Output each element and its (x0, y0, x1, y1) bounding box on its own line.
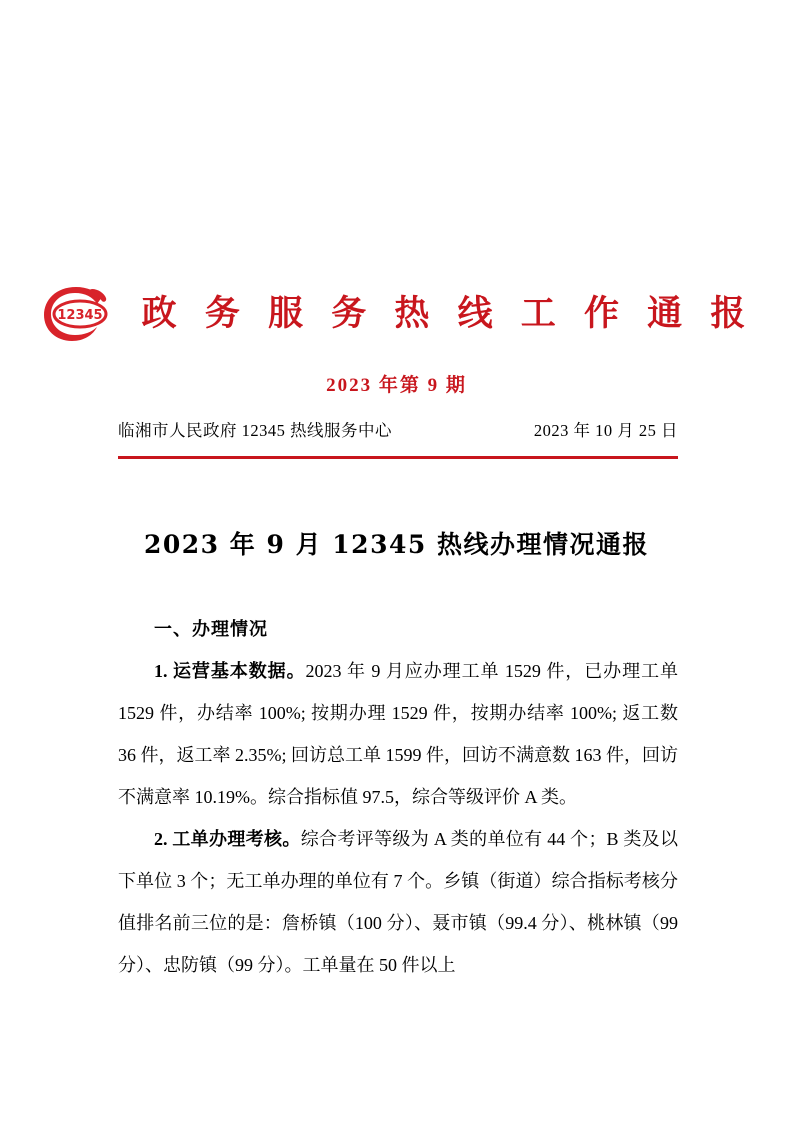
paragraph-2-text: 综合考评等级为 A 类的单位有 44 个；B 类及以下单位 3 个；无工单办理的单位有 7 个。乡镇（街道）综合指标考核分值排名前三位的是：詹桥镇（100 分）、聂市镇（99.4 分）、桃林镇（99 分）、忠防镇（99 分）。工单量在 50 件以上 (118, 829, 679, 975)
issue-date: 2023 年 10 月 25 日 (533, 421, 678, 440)
masthead-meta (118, 417, 678, 441)
hotline-12345-logo-icon (40, 283, 114, 345)
paragraph-1 (118, 650, 678, 818)
masthead-row (0, 283, 793, 345)
document-body (118, 608, 678, 986)
paragraph-1-text: 2023 年 9 月应办理工单 1529 件，已办理工单 1529 件，办结率 100%; 按期办理 1529 件，按期办结率 100%; 返工数 36 件，返工率 2.35%; 回访总工单 1599 件，回访不满意数 163 件，回访不满意率 10.19%。综合指标值 97.5，综合等级评价 A 类。 (118, 661, 679, 807)
paragraph-1-label: 1. 运营基本数据。 (154, 661, 306, 681)
paragraph-2-label: 2. 工单办理考核。 (154, 829, 301, 849)
section-heading: 一、办理情况 (154, 619, 268, 639)
svg-text:12345: 12345 (57, 308, 103, 323)
masthead-title: 政 务 服 务 热 线 工 作 通 报 (141, 292, 754, 334)
issuing-organization: 临湘市人民政府 12345 热线服务中心 (118, 421, 392, 440)
issue-number: 2023 年第 9 期 (326, 375, 467, 396)
masthead-divider (118, 456, 678, 459)
page-title: 2023 年 9 月 12345 热线办理情况通报 (144, 530, 649, 559)
masthead (0, 283, 793, 397)
paragraph-2 (118, 818, 678, 986)
